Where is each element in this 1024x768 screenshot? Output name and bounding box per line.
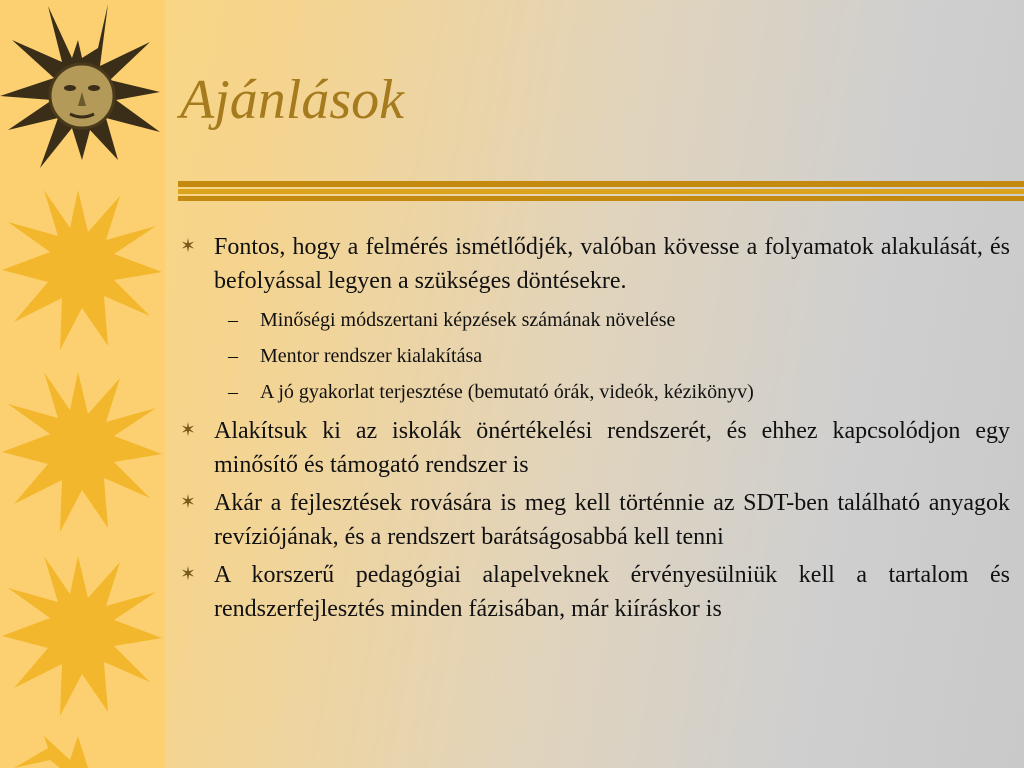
slide-title: Ajánlások (180, 69, 404, 131)
bullet-item (180, 558, 1010, 626)
six-point-star-bullet-icon: ✶ (180, 564, 196, 585)
bullet-item (180, 414, 1010, 482)
sun-icon (14, 736, 88, 768)
bullet-text: Fontos, hogy a felmérés ismétlődjék, valóban kövesse a folyamatok alakulását, és befolyással legyen a szükséges döntésekre. (214, 234, 1010, 294)
title-divider-rule (178, 180, 1024, 204)
sub-bullet-text: Minőségi módszertani képzések számának növelése (260, 309, 676, 331)
bullet-item (180, 230, 1010, 298)
six-point-star-bullet-icon: ✶ (180, 236, 196, 257)
sub-bullet-text: Mentor rendszer kialakítása (260, 345, 483, 367)
sub-bullet-item (180, 302, 1010, 338)
sun-icon (2, 190, 162, 350)
dash-bullet: – (228, 309, 238, 331)
bullet-list (180, 230, 1010, 630)
sun-icon (2, 372, 162, 532)
bullet-item (180, 486, 1010, 554)
dash-bullet: – (228, 345, 238, 367)
sub-bullet-item (180, 374, 1010, 410)
bullet-text: Akár a fejlesztések rovására is meg kell történnie az SDT-ben található anyagok revíziójának, és a rendszert barátságosabbá kell tenni (214, 490, 1010, 550)
six-point-star-bullet-icon: ✶ (180, 492, 196, 513)
sun-decoration-sidebar (0, 0, 165, 768)
sub-bullet-item (180, 338, 1010, 374)
sun-face-icon (0, 4, 160, 168)
bullet-text: A korszerű pedagógiai alapelveknek érvényesülniük kell a tartalom és rendszerfejlesztés minden fázisában, már kiíráskor is (214, 562, 1010, 622)
sub-bullet-text: A jó gyakorlat terjesztése (bemutató órák, videók, kézikönyv) (260, 381, 754, 403)
sun-icon (2, 556, 162, 716)
six-point-star-bullet-icon: ✶ (180, 420, 196, 441)
bullet-text: Alakítsuk ki az iskolák önértékelési rendszerét, és ehhez kapcsolódjon egy minősítő és támogató rendszer is (214, 418, 1010, 478)
dash-bullet: – (228, 381, 238, 403)
